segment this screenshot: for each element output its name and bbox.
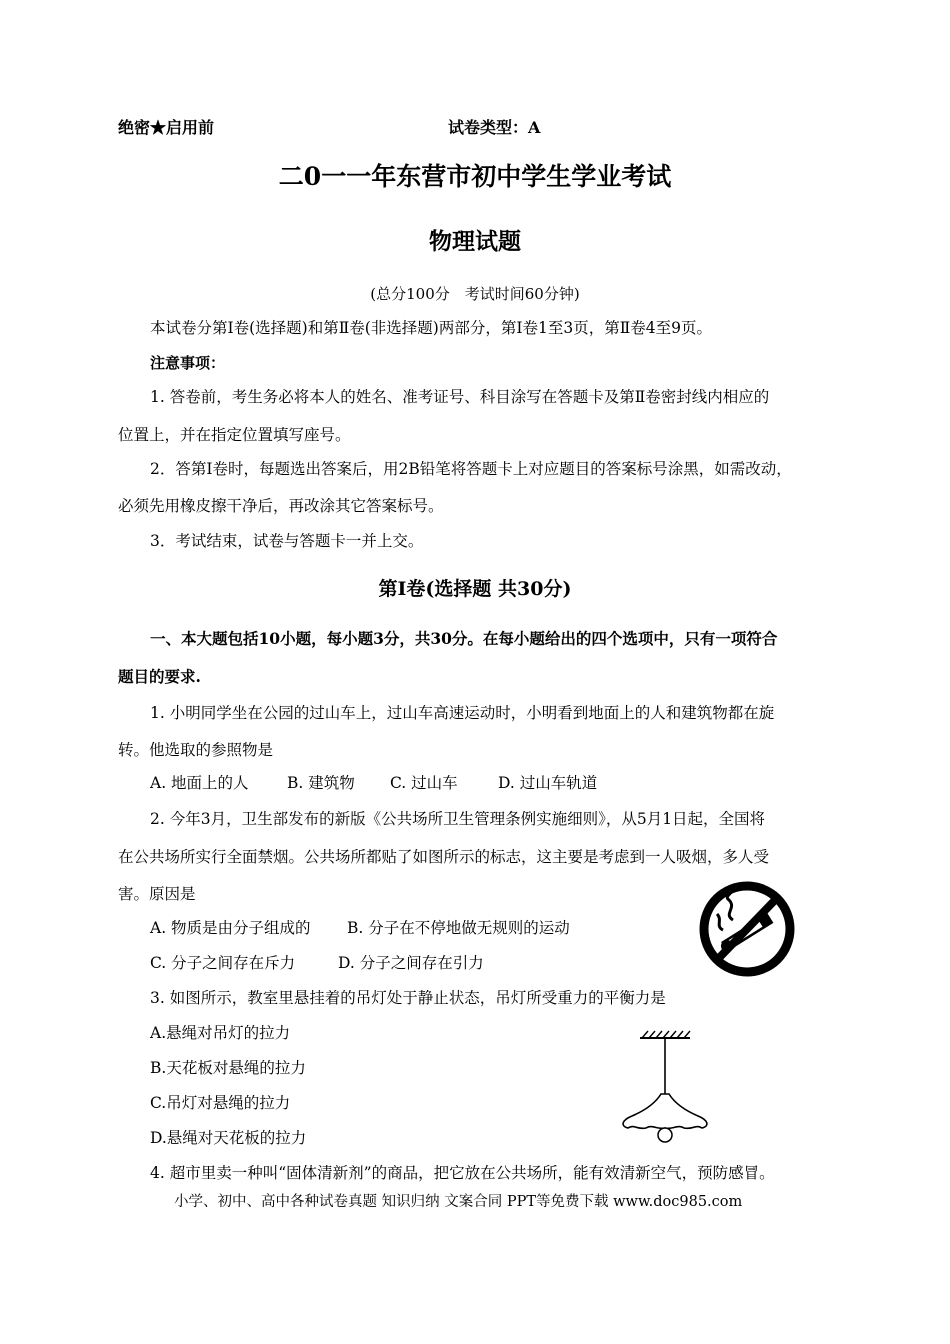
section-heading: 第Ⅰ卷(选择题 共30分) — [378, 578, 572, 600]
q1-stem-line-1: 1. 小明同学坐在公园的过山车上，过山车高速运动时，小明看到地面上的人和建筑物都在旋 — [150, 704, 775, 722]
note-3: 3．考试结束，试卷与答题卡一并上交。 — [150, 532, 424, 550]
note-2-line-1: 2．答第Ⅰ卷时，每题选出答案后，用2B铅笔将答题卡上对应题目的答案标号涂黑，如需改动， — [150, 460, 792, 478]
q1-option-d: D. 过山车轨道 — [498, 774, 598, 792]
score-time: (总分100分 考试时间60分钟) — [370, 285, 580, 303]
intro-text: 本试卷分第Ⅰ卷(选择题)和第Ⅱ卷(非选择题)两部分，第Ⅰ卷1至3页，第Ⅱ卷4至9页。 — [150, 319, 712, 337]
q2-option-d: D. 分子之间存在引力 — [338, 954, 484, 972]
note-2-line-2: 必须先用橡皮擦干净后，再改涂其它答案标号。 — [118, 497, 444, 515]
q1-stem-line-2: 转。他选取的参照物是 — [118, 741, 274, 759]
q1-option-b: B. 建筑物 — [287, 774, 355, 792]
q1-option-a: A. 地面上的人 — [150, 774, 249, 792]
hanging-lamp-figure — [612, 1028, 720, 1146]
q2-stem-line-2: 在公共场所实行全面禁烟。公共场所都贴了如图所示的标志，这主要是考虑到一人吸烟，多人受 — [118, 848, 770, 866]
q2-stem-line-1: 2. 今年3月，卫生部发布的新版《公共场所卫生管理条例实施细则》，从5月1日起，全国将 — [150, 810, 766, 828]
q2-option-a: A. 物质是由分子组成的 — [150, 919, 311, 937]
page-footer: 小学、初中、高中各种试卷真题 知识归纳 文案合同 PPT等免费下载 www.doc985.com — [174, 1194, 743, 1210]
q3-option-c: C.吊灯对悬绳的拉力 — [150, 1094, 291, 1112]
q3-stem-line-1: 3. 如图所示，教室里悬挂着的吊灯处于静止状态，吊灯所受重力的平衡力是 — [150, 989, 666, 1007]
page-title: 二0一一年东营市初中学生学业考试 — [278, 162, 672, 191]
q3-option-a: A.悬绳对吊灯的拉力 — [150, 1024, 291, 1042]
no-smoking-sign-icon — [693, 880, 801, 978]
q3-option-b: B.天花板对悬绳的拉力 — [150, 1059, 306, 1077]
secret-label: 绝密★启用前 — [118, 118, 215, 137]
q2-option-c: C. 分子之间存在斥力 — [150, 954, 296, 972]
note-1-line-1: 1. 答卷前，考生务必将本人的姓名、准考证号、科目涂写在答题卡及第Ⅱ卷密封线内相应的 — [150, 388, 770, 406]
q2-option-b: B. 分子在不停地做无规则的运动 — [347, 919, 570, 937]
q2-stem-line-3: 害。原因是 — [118, 885, 196, 903]
q4-stem-line-1: 4. 超市里卖一种叫“固体清新剂”的商品，把它放在公共场所，能有效清新空气，预防感冒。 — [150, 1164, 775, 1182]
section-instructions-line-2: 题目的要求. — [118, 667, 201, 686]
paper-type: 试卷类型：A — [448, 118, 541, 137]
q3-option-d: D.悬绳对天花板的拉力 — [150, 1129, 307, 1147]
section-instructions-line-1: 一、本大题包括10小题，每小题3分，共30分。在每小题给出的四个选项中，只有一项符合 — [150, 629, 778, 648]
notes-heading: 注意事项： — [150, 354, 226, 372]
page-subtitle: 物理试题 — [429, 228, 521, 255]
q1-option-c: C. 过山车 — [390, 774, 458, 792]
note-1-line-2: 位置上，并在指定位置填写座号。 — [118, 426, 351, 444]
